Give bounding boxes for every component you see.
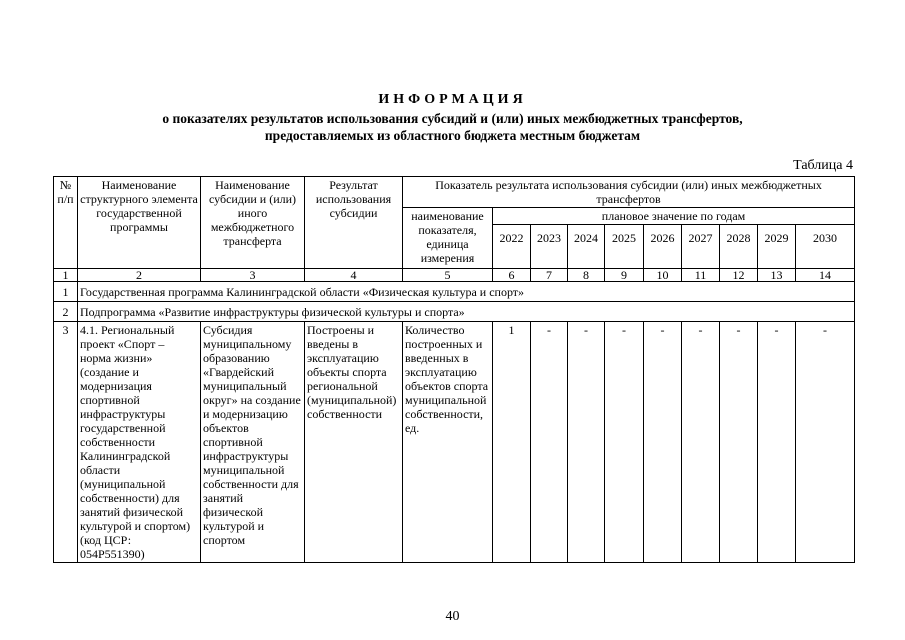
header-year: 2022 — [493, 225, 531, 269]
header-year: 2024 — [568, 225, 605, 269]
subsidy-cell: Субсидия муниципальному образованию «Гвардейский муниципальный округ» на создание и модернизацию объектов спортивной инфраструктуры муниципальной собственности для занятий физической культурой и спортом — [201, 322, 305, 563]
header-year: 2030 — [796, 225, 855, 269]
subprogram-title: Подпрограмма «Развитие инфраструктуры физической культуры и спорта» — [78, 302, 855, 322]
column-number: 2 — [78, 269, 201, 282]
column-number: 12 — [720, 269, 758, 282]
column-number: 13 — [758, 269, 796, 282]
document-subtitle — [60, 110, 845, 144]
program-row — [54, 282, 855, 302]
row-num: 1 — [54, 282, 78, 302]
subprogram-row — [54, 302, 855, 322]
column-number: 4 — [305, 269, 403, 282]
column-number: 11 — [682, 269, 720, 282]
column-number: 7 — [531, 269, 568, 282]
column-number: 14 — [796, 269, 855, 282]
header-year: 2023 — [531, 225, 568, 269]
year-value: - — [682, 322, 720, 563]
header-year: 2026 — [644, 225, 682, 269]
header-result: Результат использования субсидии — [305, 177, 403, 269]
detail-row — [54, 322, 855, 563]
header-row-1 — [54, 177, 855, 208]
header-indicator-group: Показатель результата использования субсидии (или) иных межбюджетных трансфертов — [403, 177, 855, 208]
header-indicator-name: наименование показателя, единица измерения — [403, 208, 493, 269]
header-num: № п/п — [54, 177, 78, 269]
year-value: - — [758, 322, 796, 563]
column-number: 9 — [605, 269, 644, 282]
header-year: 2029 — [758, 225, 796, 269]
row-num: 2 — [54, 302, 78, 322]
year-value: - — [605, 322, 644, 563]
column-number: 8 — [568, 269, 605, 282]
table-label: Таблица 4 — [793, 158, 853, 173]
page-number: 40 — [445, 609, 460, 624]
header-planned: плановое значение по годам — [493, 208, 855, 225]
row-num: 3 — [54, 322, 78, 563]
year-value: - — [644, 322, 682, 563]
header-subsidy: Наименование субсидии и (или) иного межбюджетного трансферта — [201, 177, 305, 269]
subtitle-line-2: предоставляемых из областного бюджета местным бюджетам — [264, 128, 641, 143]
program-title: Государственная программа Калининградской области «Физическая культура и спорт» — [78, 282, 855, 302]
subtitle-line-1: о показателях результатов использования субсидий и (или) иных межбюджетных трансфертов, — [162, 111, 743, 126]
column-number: 10 — [644, 269, 682, 282]
column-number: 5 — [403, 269, 493, 282]
column-number: 1 — [54, 269, 78, 282]
indicators-table — [53, 176, 855, 563]
column-number-row — [54, 269, 855, 282]
header-year: 2028 — [720, 225, 758, 269]
result-cell: Построены и введены в эксплуатацию объекты спорта региональной (муниципальной) собственности — [305, 322, 403, 563]
header-year: 2025 — [605, 225, 644, 269]
year-value: 1 — [493, 322, 531, 563]
header-element: Наименование структурного элемента государственной программы — [78, 177, 201, 269]
indicator-cell: Количество построенных и введенных в эксплуатацию объектов спорта муниципальной собственности, ед. — [403, 322, 493, 563]
header-year: 2027 — [682, 225, 720, 269]
year-value: - — [796, 322, 855, 563]
column-number: 3 — [201, 269, 305, 282]
year-value: - — [531, 322, 568, 563]
element-cell: 4.1. Региональный проект «Спорт – норма жизни» (создание и модернизация спортивной инфраструктуры государственной собственности Калининградской области (муниципальной собственности) для занятий физической культурой и спортом) (код ЦСР: 054P551390) — [78, 322, 201, 563]
document-title: ИНФОРМАЦИЯ — [378, 92, 527, 107]
year-value: - — [568, 322, 605, 563]
column-number: 6 — [493, 269, 531, 282]
year-value: - — [720, 322, 758, 563]
